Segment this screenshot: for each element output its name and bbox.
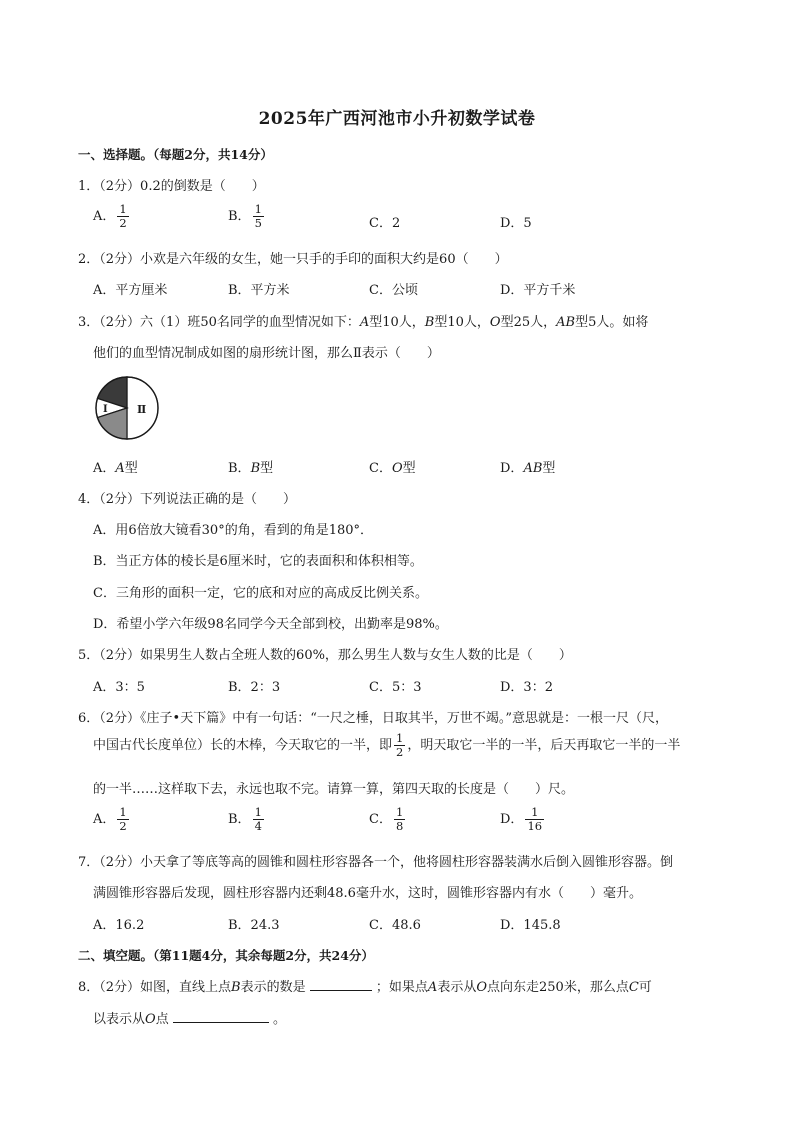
stem-text: 表示从 [437,980,477,995]
section-heading-fill: 二、填空题。（第11题4分，其余每题2分，共24分） [78,948,374,963]
stem-text: 型10人， [369,315,425,330]
q1-option-a[interactable] [93,203,131,230]
q5-option-a[interactable]: A．3：5 [93,680,145,695]
option-prefix: C． [369,812,392,828]
q6-option-c[interactable] [369,806,407,833]
stem-text: 型10人， [434,315,490,330]
answer-blank-1[interactable] [310,978,372,991]
var-o: O [476,980,487,995]
fraction [394,806,405,833]
question-4-stem: 4．（2分）下列说法正确的是（ ） [78,492,297,507]
option-prefix: A． [93,812,116,828]
pie-chart-figure [92,373,162,443]
exam-title: 2025年广西河池市小升初数学试卷 [258,109,536,129]
stem-text: 以表示从 [93,1012,146,1027]
fraction [253,203,264,230]
var-a: A [427,980,438,995]
denominator: 2 [119,819,127,834]
q7-option-c[interactable]: C．48.6 [369,918,421,933]
stem-text: 可 [638,980,652,995]
option-suffix: 型 [124,461,138,476]
stem-text: ，明天取它一半的一半，后天再取它一半的一半 [407,738,681,754]
pie-label-ii: Ⅱ [137,403,147,416]
q2-option-d[interactable]: D．平方千米 [500,283,576,298]
section-heading-choice: 一、选择题。（每题2分，共14分） [78,147,273,162]
option-suffix: 型 [260,461,274,476]
var-o: O [489,315,501,330]
var-b: B [231,980,241,995]
denominator: 5 [254,216,262,231]
denominator: 16 [527,819,543,834]
pie-label-i: Ⅰ [103,404,108,415]
question-7-stem-line-2: 满圆锥形容器后发现，圆柱形容器内还剩48.6毫升水，这时，圆锥形容器内有水（ ）毫升。 [93,886,642,901]
q4-option-b[interactable]: B．当正方体的棱长是6厘米时，它的表面积和体积相等。 [93,554,423,569]
question-6-stem-line-3: 的一半……这样取下去，永远也取不完。请算一算，第四天取的长度是（ ）尺。 [93,782,575,797]
numerator: 1 [119,805,127,819]
question-2-stem: 2．（2分）小欢是六年级的女生，她一只手的手印的面积大约是60（ ） [78,252,508,267]
denominator: 2 [119,216,127,231]
stem-text: 表示的数是 [240,980,306,995]
var-c: C [628,980,639,995]
question-3-stem-line-1 [78,311,648,330]
option-prefix: D． [500,461,524,476]
option-prefix: C． [369,461,392,476]
fraction [117,806,128,833]
q2-option-b[interactable]: B．平方米 [228,283,290,298]
q6-option-a[interactable] [93,806,131,833]
question-5-stem: 5．（2分）如果男生人数占全班人数的60%，那么男生人数与女生人数的比是（ ） [78,648,572,663]
var-a: A [359,315,370,330]
question-1-stem: 1．（2分）0.2的倒数是（ ） [78,179,265,194]
q3-option-a[interactable] [93,457,138,476]
option-suffix: 型 [402,461,416,476]
fraction [117,203,128,230]
fraction [525,806,544,833]
option-prefix: B． [228,209,251,225]
fraction [394,732,405,759]
stem-text: 点向东走250米，那么点 [487,980,629,995]
question-8-stem-line-2 [93,1008,286,1027]
option-prefix: A． [93,461,116,476]
option-var: B [250,461,261,476]
option-prefix: B． [228,461,251,476]
var-o: O [145,1012,156,1027]
q1-option-b[interactable] [228,203,266,230]
q2-option-a[interactable]: A．平方厘米 [93,283,168,298]
stem-text: 点 [155,1012,169,1027]
option-prefix: A． [93,209,116,225]
q4-option-c[interactable]: C．三角形的面积一定，它的底和对应的高成反比例关系。 [93,586,428,601]
q3-option-b[interactable] [228,457,273,476]
q5-option-d[interactable]: D．3：2 [500,680,553,695]
question-6-stem-line-1: 6．（2分）《庄子•天下篇》中有一句话：“一尺之棰，日取其半，万世不竭。”意思就是：一根一尺（尺， [78,711,669,726]
stem-text: 型5人。如将 [575,315,649,330]
question-8-stem-line-1 [78,976,652,995]
numerator: 1 [254,805,262,819]
denominator: 8 [395,819,404,834]
option-prefix: B． [228,812,251,828]
option-var: A [115,461,125,476]
var-ab: AB [556,315,576,330]
numerator: 1 [254,202,262,216]
answer-blank-2[interactable] [173,1010,269,1023]
option-var: O [391,461,403,476]
stem-text: 3．（2分）六（1）班50名同学的血型情况如下： [78,315,360,330]
q6-option-d[interactable] [500,806,546,833]
numerator: 1 [119,202,127,216]
option-prefix: D． [500,812,524,828]
q1-option-c[interactable]: C．2 [369,216,401,231]
q5-option-c[interactable]: C．5：3 [369,680,422,695]
q2-option-c[interactable]: C．公顷 [369,283,418,298]
question-7-stem-line-1: 7．（2分）小天拿了等底等高的圆锥和圆柱形容器各一个，他将圆柱形容器装满水后倒入圆锥形容器。倒 [78,855,674,870]
stem-text: 型25人， [500,315,557,330]
fraction [253,806,264,833]
q7-option-a[interactable]: A．16.2 [93,918,145,933]
option-suffix: 型 [542,461,556,476]
denominator: 4 [254,819,262,834]
stem-text: 。 [272,1012,286,1027]
q4-option-d[interactable]: D．希望小学六年级98名同学今天全部到校，出勤率是98%。 [93,617,448,632]
stem-text: 中国古代长度单位）长的木棒，今天取它的一半，即 [93,738,393,754]
var-b: B [424,315,435,330]
q3-option-c[interactable] [369,457,416,476]
option-var: AB [523,461,543,476]
stem-text: ；如果点 [375,980,428,995]
question-3-stem-line-2: 他们的血型情况制成如图的扇形统计图，那么Ⅱ表示（ ） [93,346,440,361]
stem-text: 8．（2分）如图，直线上点 [78,980,232,995]
q1-option-d[interactable]: D．5 [500,216,532,231]
numerator: 1 [525,806,544,820]
q3-option-d[interactable] [500,457,555,476]
question-6-stem-line-2 [93,732,680,759]
denominator: 2 [396,745,404,760]
q7-option-d[interactable]: D．145.8 [500,918,561,933]
q5-option-b[interactable]: B．2：3 [228,680,281,695]
q4-option-a[interactable]: A．用6倍放大镜看30°的角，看到的角是180°． [93,523,374,538]
q7-option-b[interactable]: B．24.3 [228,918,280,933]
numerator: 1 [396,731,404,745]
q6-option-b[interactable] [228,806,266,833]
numerator: 1 [395,805,404,819]
